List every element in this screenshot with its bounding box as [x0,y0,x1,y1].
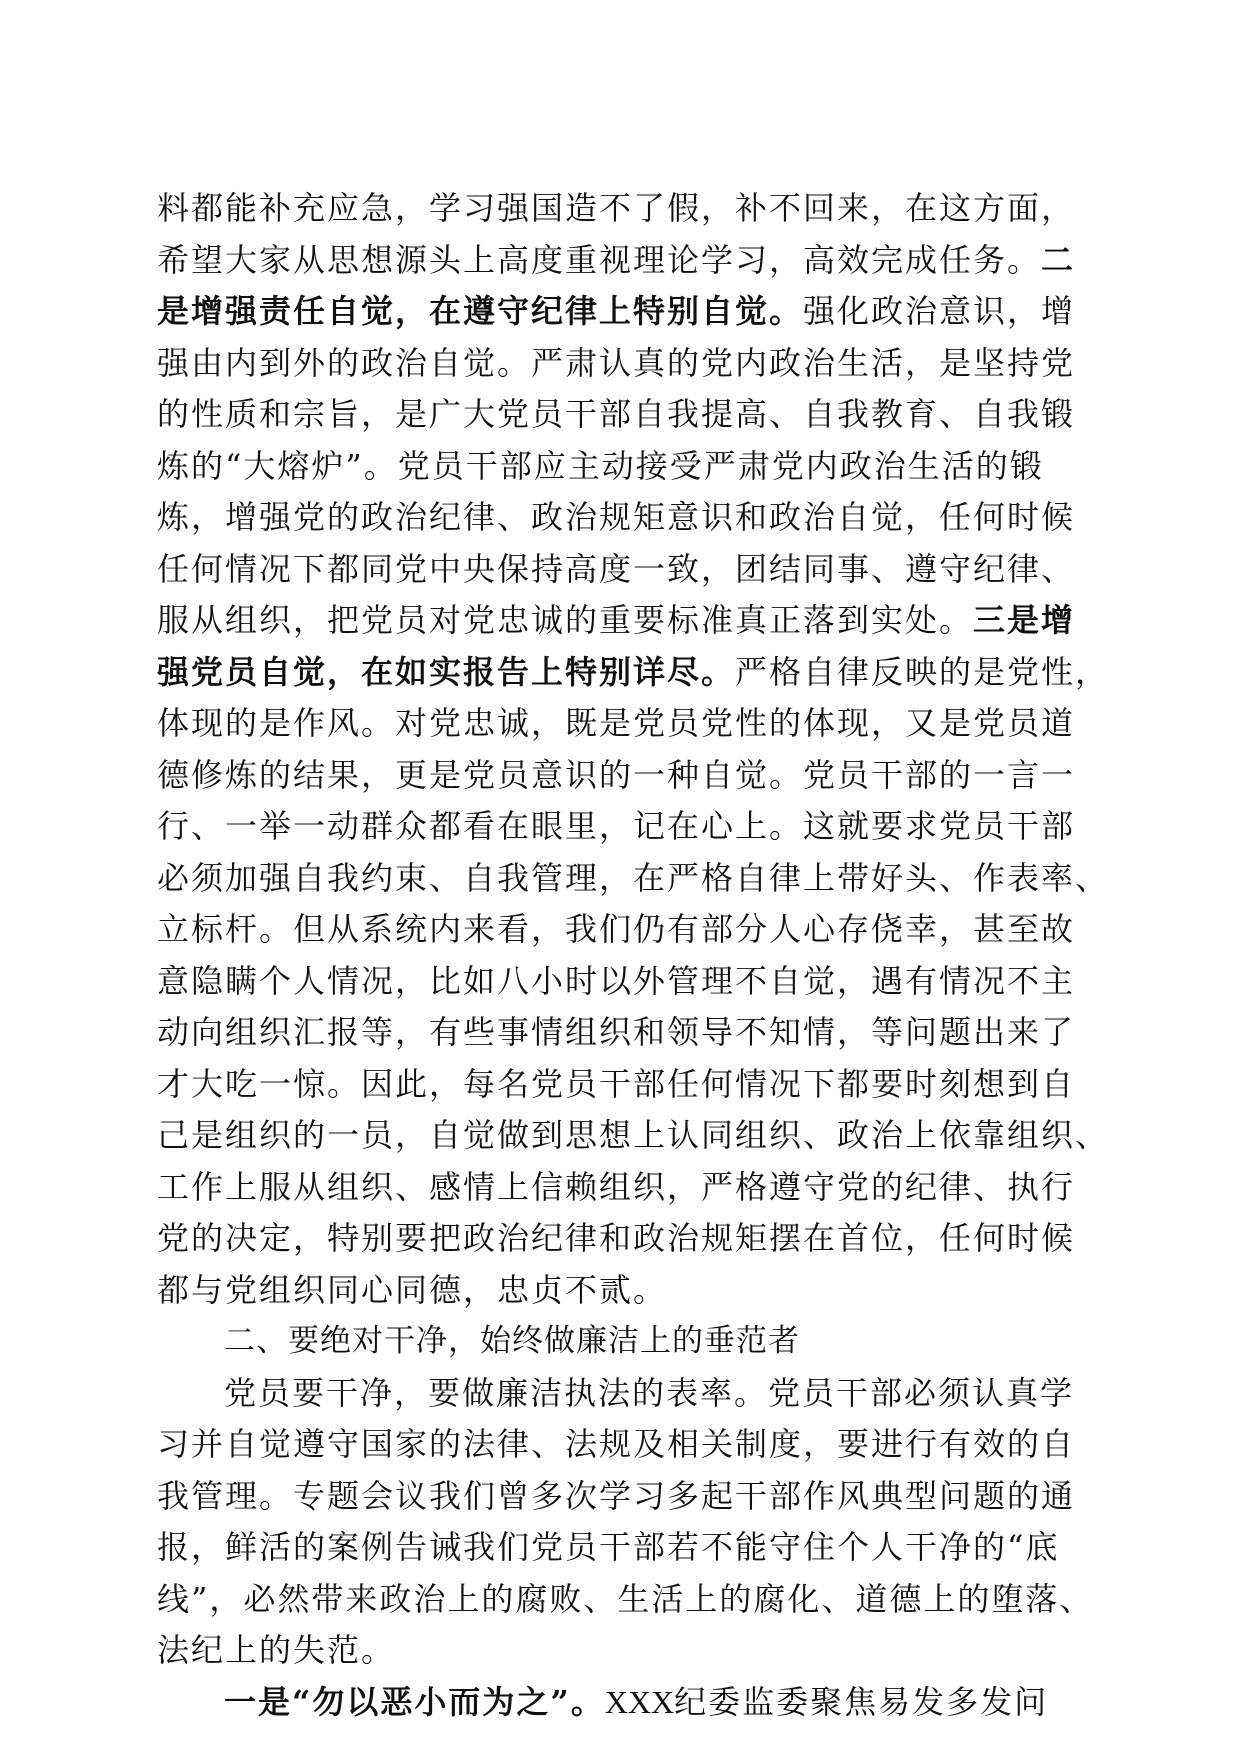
text-line [157,286,1097,338]
text-line [157,595,1097,647]
document-page [157,183,1110,1728]
text-line: 行、一举一动群众都看在眼里，记在心上。这就要求党员干部 [157,807,1076,845]
text-line: 工作上服从组织、感情上信赖组织，严格遵守党的纪律、执行 [157,1167,1076,1206]
text-line: 都与党组织同心同德，忠贞不贰。 [157,1270,668,1309]
text-run: 希望大家从思想源头上高度重视理论学习，高效完成任务。 [157,240,1042,279]
text-line: 报，鲜活的案例告诫我们党员干部若不能守住个人干净的“底 [157,1528,1060,1566]
text-line: 炼的“大熔炉”。党员干部应主动接受严肃党内政治生活的锻 [157,446,1044,485]
text-line: 己是组织的一员，自觉做到思想上认同组织、政治上依靠组织、 [157,1116,1110,1154]
text-line: 法纪上的失范。 [157,1631,396,1669]
text-line: 体现的是作风。对党忠诚，既是党员党性的体现，又是党员道 [157,704,1076,742]
text-line: 德修炼的结果，更是党员意识的一种自觉。党员干部的一言一 [157,755,1076,794]
text-line: 强由内到外的政治自觉。严肃认真的党内政治生活，是坚持党 [157,343,1076,382]
text-line: 习并自觉遵守国家的法律、法规及相关制度，要进行有效的自 [157,1425,1076,1463]
text-run: 强化政治意识，增 [803,292,1076,330]
text-run: 纪委监委聚焦易发多发问 [674,1682,1049,1721]
text-line: 线”，必然带来政治上的腐败、生活上的腐化、道德上的堕落、 [157,1579,1094,1618]
text-line [157,647,1110,699]
text-line: 的性质和宗旨，是广大党员干部自我提高、自我教育、自我锻 [157,395,1076,433]
text-line: 意隐瞒个人情况，比如八小时以外管理不自觉，遇有情况不主 [157,961,1076,1000]
text-run: 服从组织，把党员对党忠诚的重要标准真正落到实处。 [157,601,974,639]
text-line: 我管理。专题会议我们曾多次学习多起干部作风典型问题的通 [157,1476,1076,1515]
text-run: XXX [604,1683,675,1720]
bold-text-run: 一是“勿以恶小而为之”。 [224,1682,605,1721]
text-line: 任何情况下都同党中央保持高度一致，团结同事、遵守纪律、 [157,549,1076,588]
section-heading: 二、要绝对干净，始终做廉洁上的垂范者 [224,1323,800,1359]
text-line: 动向组织汇报等，有些事情组织和领导不知情，等问题出来了 [157,1013,1076,1051]
text-line: 立标杆。但从系统内来看，我们仍有部分人心存侥幸，甚至故 [157,910,1076,948]
text-line: 炼，增强党的政治纪律、政治规矩意识和政治自觉，任何时候 [157,498,1076,536]
text-line [157,1677,1097,1729]
text-line: 料都能补充应急，学习强国造不了假，补不回来，在这方面， [157,189,1076,227]
bold-text-run: 强党员自觉，在如实报告上特别详尽。 [157,652,736,691]
bold-text-run: 三是增 [973,601,1076,639]
text-line: 党员要干净，要做廉洁执法的表率。党员干部必须认真学 [224,1373,1075,1412]
text-run: 严格自律反映的是党性， [735,652,1110,691]
text-line: 党的决定，特别要把政治纪律和政治规矩摆在首位，任何时候 [157,1219,1076,1257]
bold-text-run: 二 [1041,240,1076,279]
text-line [157,235,1097,287]
text-line: 必须加强自我约束、自我管理，在严格自律上带好头、作表率、 [157,858,1110,897]
text-line: 才大吃一惊。因此，每名党员干部任何情况下都要时刻想到自 [157,1064,1076,1103]
bold-text-run: 是增强责任自觉，在遵守纪律上特别自觉。 [157,292,804,330]
